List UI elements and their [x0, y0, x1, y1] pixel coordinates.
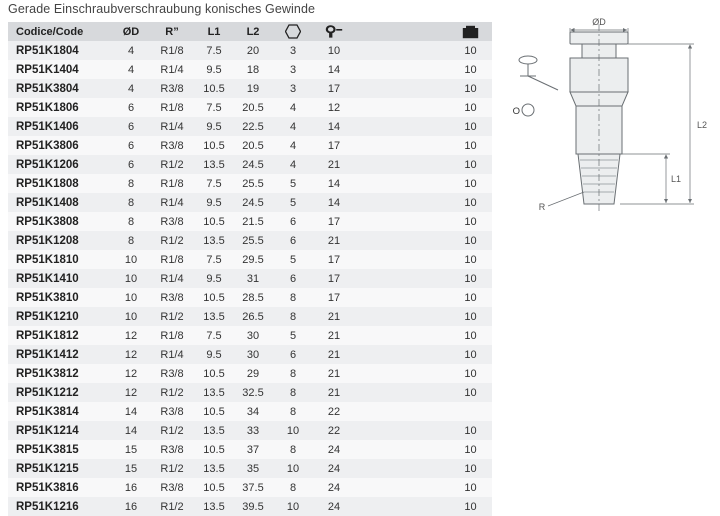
cell-key: 10 — [313, 41, 355, 60]
cell-box: 10 — [449, 136, 492, 155]
cell-key: 21 — [313, 326, 355, 345]
cell-r: R1/2 — [149, 383, 195, 402]
header-blank — [355, 22, 449, 41]
header-row — [8, 22, 492, 41]
cell-key: 24 — [313, 440, 355, 459]
cell-r: R3/8 — [149, 364, 195, 383]
cell-l1: 13.5 — [195, 459, 233, 478]
header-r: R” — [149, 22, 195, 41]
cell-code: RP51K1208 — [8, 231, 113, 250]
cell-key: 17 — [313, 212, 355, 231]
header-wrench-cell — [313, 22, 355, 41]
cell-l2: 30 — [233, 326, 273, 345]
cell-l2: 39.5 — [233, 497, 273, 516]
cell-key: 14 — [313, 117, 355, 136]
cell-blank — [355, 478, 449, 497]
table-row — [8, 174, 492, 193]
table-row — [8, 79, 492, 98]
label-l2: L2 — [696, 120, 708, 130]
cell-blank — [355, 288, 449, 307]
cell-code: RP51K3816 — [8, 478, 113, 497]
cell-l2: 20.5 — [233, 98, 273, 117]
cell-hex: 8 — [273, 402, 313, 421]
cell-key: 21 — [313, 155, 355, 174]
cell-box: 10 — [449, 288, 492, 307]
cell-code: RP51K1806 — [8, 98, 113, 117]
cell-l2: 37 — [233, 440, 273, 459]
cell-blank — [355, 250, 449, 269]
cell-l2: 31 — [233, 269, 273, 288]
cell-l1: 7.5 — [195, 98, 233, 117]
cell-l1: 10.5 — [195, 478, 233, 497]
cell-blank — [355, 383, 449, 402]
cell-hex: 3 — [273, 79, 313, 98]
cell-r: R3/8 — [149, 288, 195, 307]
cell-l1: 9.5 — [195, 60, 233, 79]
table-row — [8, 345, 492, 364]
cell-blank — [355, 117, 449, 136]
cell-key: 21 — [313, 231, 355, 250]
cell-blank — [355, 326, 449, 345]
cell-l1: 10.5 — [195, 212, 233, 231]
cell-od: 14 — [113, 402, 149, 421]
cell-hex: 8 — [273, 364, 313, 383]
product-drawing — [498, 6, 716, 226]
cell-r: R1/2 — [149, 231, 195, 250]
cell-r: R3/8 — [149, 212, 195, 231]
cell-od: 12 — [113, 383, 149, 402]
cell-code: RP51K3812 — [8, 364, 113, 383]
cell-od: 15 — [113, 459, 149, 478]
cell-code: RP51K3815 — [8, 440, 113, 459]
cell-l1: 7.5 — [195, 41, 233, 60]
cell-od: 8 — [113, 174, 149, 193]
cell-key: 24 — [313, 478, 355, 497]
cell-key: 17 — [313, 250, 355, 269]
cell-r: R1/4 — [149, 193, 195, 212]
cell-od: 12 — [113, 345, 149, 364]
cell-l2: 21.5 — [233, 212, 273, 231]
cell-code: RP51K1206 — [8, 155, 113, 174]
cell-od: 8 — [113, 193, 149, 212]
cell-l2: 22.5 — [233, 117, 273, 136]
table-header — [8, 22, 492, 41]
table-row — [8, 250, 492, 269]
cell-hex: 8 — [273, 288, 313, 307]
cell-code: RP51K3810 — [8, 288, 113, 307]
table-row — [8, 41, 492, 60]
cell-key: 14 — [313, 174, 355, 193]
cell-box: 10 — [449, 383, 492, 402]
table-row — [8, 459, 492, 478]
cell-l2: 34 — [233, 402, 273, 421]
cell-code: RP51K1812 — [8, 326, 113, 345]
cell-l1: 7.5 — [195, 250, 233, 269]
cell-box: 10 — [449, 212, 492, 231]
table-row — [8, 307, 492, 326]
cell-r: R1/8 — [149, 326, 195, 345]
cell-blank — [355, 174, 449, 193]
cell-box: 10 — [449, 459, 492, 478]
cell-hex: 8 — [273, 478, 313, 497]
cell-key: 17 — [313, 269, 355, 288]
cell-key: 14 — [313, 60, 355, 79]
cell-hex: 5 — [273, 326, 313, 345]
cell-hex: 3 — [273, 60, 313, 79]
cell-od: 4 — [113, 41, 149, 60]
cell-hex: 5 — [273, 250, 313, 269]
cell-key: 24 — [313, 459, 355, 478]
cell-box: 10 — [449, 155, 492, 174]
label-r: R — [538, 202, 546, 212]
spec-table — [8, 22, 492, 516]
cell-r: R3/8 — [149, 136, 195, 155]
cell-blank — [355, 421, 449, 440]
cell-code: RP51K3806 — [8, 136, 113, 155]
cell-code: RP51K1214 — [8, 421, 113, 440]
cell-hex: 10 — [273, 497, 313, 516]
cell-hex: 4 — [273, 98, 313, 117]
cell-key: 21 — [313, 307, 355, 326]
cell-blank — [355, 497, 449, 516]
table-row — [8, 98, 492, 117]
cell-r: R3/8 — [149, 440, 195, 459]
cell-hex: 4 — [273, 155, 313, 174]
hexagon-icon — [273, 24, 313, 39]
cell-key: 21 — [313, 345, 355, 364]
cell-r: R1/2 — [149, 459, 195, 478]
table-body — [8, 41, 492, 516]
cell-od: 16 — [113, 497, 149, 516]
header-hex-cell — [273, 22, 313, 41]
cell-box: 10 — [449, 41, 492, 60]
cell-l2: 37.5 — [233, 478, 273, 497]
header-code: Codice/Code — [8, 22, 113, 41]
cell-l1: 10.5 — [195, 288, 233, 307]
cell-l2: 32.5 — [233, 383, 273, 402]
cell-blank — [355, 269, 449, 288]
cell-key: 21 — [313, 383, 355, 402]
cell-key: 21 — [313, 364, 355, 383]
cell-code: RP51K1406 — [8, 117, 113, 136]
table-row — [8, 383, 492, 402]
cell-blank — [355, 136, 449, 155]
cell-l2: 29 — [233, 364, 273, 383]
cell-r: R1/4 — [149, 60, 195, 79]
table-row — [8, 60, 492, 79]
header-l2: L2 — [233, 22, 273, 41]
cell-l1: 10.5 — [195, 402, 233, 421]
cell-l2: 29.5 — [233, 250, 273, 269]
cell-r: R1/4 — [149, 345, 195, 364]
cell-box: 10 — [449, 79, 492, 98]
cell-l1: 13.5 — [195, 421, 233, 440]
cell-box: 10 — [449, 98, 492, 117]
cell-l2: 20.5 — [233, 136, 273, 155]
box-icon — [449, 25, 492, 39]
cell-od: 4 — [113, 79, 149, 98]
cell-l1: 10.5 — [195, 136, 233, 155]
wrench-icon — [313, 24, 355, 39]
cell-box: 10 — [449, 421, 492, 440]
cell-l1: 13.5 — [195, 497, 233, 516]
cell-l2: 24.5 — [233, 193, 273, 212]
cell-box: 10 — [449, 269, 492, 288]
cell-blank — [355, 98, 449, 117]
cell-blank — [355, 60, 449, 79]
cell-key: 17 — [313, 288, 355, 307]
cell-box: 10 — [449, 307, 492, 326]
cell-l2: 19 — [233, 79, 273, 98]
table-row — [8, 364, 492, 383]
table-row — [8, 497, 492, 516]
table-row — [8, 117, 492, 136]
cell-hex: 6 — [273, 269, 313, 288]
cell-blank — [355, 212, 449, 231]
header-box-cell — [449, 22, 492, 41]
cell-code: RP51K1808 — [8, 174, 113, 193]
cell-code: RP51K1216 — [8, 497, 113, 516]
cell-key: 17 — [313, 79, 355, 98]
cell-box: 10 — [449, 60, 492, 79]
cell-code: RP51K1804 — [8, 41, 113, 60]
cell-od: 10 — [113, 288, 149, 307]
header-l1: L1 — [195, 22, 233, 41]
cell-od: 15 — [113, 440, 149, 459]
cell-l1: 10.5 — [195, 79, 233, 98]
cell-od: 6 — [113, 136, 149, 155]
cell-blank — [355, 155, 449, 174]
cell-box: 10 — [449, 117, 492, 136]
table-row — [8, 402, 492, 421]
cell-hex: 10 — [273, 459, 313, 478]
cell-box: 10 — [449, 497, 492, 516]
table-row — [8, 212, 492, 231]
cell-r: R1/8 — [149, 174, 195, 193]
table-row — [8, 326, 492, 345]
cell-hex: 8 — [273, 307, 313, 326]
cell-hex: 4 — [273, 117, 313, 136]
cell-code: RP51K3814 — [8, 402, 113, 421]
cell-hex: 6 — [273, 212, 313, 231]
cell-l1: 7.5 — [195, 174, 233, 193]
cell-code: RP51K1810 — [8, 250, 113, 269]
table-row — [8, 231, 492, 250]
cell-blank — [355, 364, 449, 383]
cell-r: R1/8 — [149, 98, 195, 117]
cell-blank — [355, 345, 449, 364]
cell-box: 10 — [449, 193, 492, 212]
cell-blank — [355, 402, 449, 421]
fitting-diagram — [498, 6, 716, 226]
spec-table-container — [8, 22, 492, 516]
cell-code: RP51K3804 — [8, 79, 113, 98]
cell-l2: 35 — [233, 459, 273, 478]
cell-code: RP51K1408 — [8, 193, 113, 212]
table-row — [8, 421, 492, 440]
cell-blank — [355, 79, 449, 98]
cell-l2: 30 — [233, 345, 273, 364]
table-row — [8, 440, 492, 459]
cell-l2: 18 — [233, 60, 273, 79]
header-od: ØD — [113, 22, 149, 41]
label-l1: L1 — [670, 174, 682, 184]
cell-box: 10 — [449, 440, 492, 459]
cell-l1: 10.5 — [195, 364, 233, 383]
cell-code: RP51K1404 — [8, 60, 113, 79]
cell-od: 14 — [113, 421, 149, 440]
cell-r: R1/8 — [149, 41, 195, 60]
cell-l2: 24.5 — [233, 155, 273, 174]
cell-od: 8 — [113, 231, 149, 250]
table-row — [8, 478, 492, 497]
cell-od: 6 — [113, 117, 149, 136]
cell-key: 22 — [313, 402, 355, 421]
cell-od: 10 — [113, 250, 149, 269]
cell-l1: 9.5 — [195, 345, 233, 364]
cell-code: RP51K1215 — [8, 459, 113, 478]
cell-r: R3/8 — [149, 402, 195, 421]
cell-code: RP51K3808 — [8, 212, 113, 231]
cell-code: RP51K1212 — [8, 383, 113, 402]
cell-l1: 9.5 — [195, 117, 233, 136]
cell-l1: 13.5 — [195, 383, 233, 402]
cell-hex: 8 — [273, 440, 313, 459]
cell-od: 8 — [113, 212, 149, 231]
cell-key: 12 — [313, 98, 355, 117]
cell-l1: 9.5 — [195, 193, 233, 212]
cell-od: 10 — [113, 269, 149, 288]
cell-key: 17 — [313, 136, 355, 155]
cell-l2: 25.5 — [233, 174, 273, 193]
cell-hex: 3 — [273, 41, 313, 60]
cell-box: 10 — [449, 364, 492, 383]
cell-r: R1/2 — [149, 421, 195, 440]
cell-r: R1/4 — [149, 269, 195, 288]
cell-blank — [355, 193, 449, 212]
cell-l2: 20 — [233, 41, 273, 60]
cell-code: RP51K1412 — [8, 345, 113, 364]
cell-od: 6 — [113, 98, 149, 117]
cell-hex: 6 — [273, 231, 313, 250]
cell-l2: 26.5 — [233, 307, 273, 326]
cell-od: 10 — [113, 307, 149, 326]
cell-hex: 4 — [273, 136, 313, 155]
cell-r: R3/8 — [149, 478, 195, 497]
cell-r: R1/8 — [149, 250, 195, 269]
cell-box: 10 — [449, 250, 492, 269]
cell-code: RP51K1410 — [8, 269, 113, 288]
cell-r: R3/8 — [149, 79, 195, 98]
cell-box: 10 — [449, 345, 492, 364]
cell-l1: 10.5 — [195, 440, 233, 459]
table-row — [8, 288, 492, 307]
cell-od: 4 — [113, 60, 149, 79]
cell-hex: 6 — [273, 345, 313, 364]
cell-hex: 5 — [273, 193, 313, 212]
cell-l2: 25.5 — [233, 231, 273, 250]
cell-key: 24 — [313, 497, 355, 516]
cell-hex: 5 — [273, 174, 313, 193]
cell-hex: 8 — [273, 383, 313, 402]
page-title: Gerade Einschraubverschraubung konisches Gewinde — [8, 2, 316, 16]
cell-blank — [355, 440, 449, 459]
cell-box: 10 — [449, 231, 492, 250]
cell-blank — [355, 231, 449, 250]
cell-r: R1/4 — [149, 117, 195, 136]
label-od: ØD — [592, 17, 606, 27]
cell-blank — [355, 307, 449, 326]
table-row — [8, 193, 492, 212]
cell-key: 22 — [313, 421, 355, 440]
cell-box: 10 — [449, 478, 492, 497]
table-row — [8, 269, 492, 288]
cell-box — [449, 402, 492, 421]
cell-od: 16 — [113, 478, 149, 497]
label-o-ring: O — [512, 106, 520, 117]
cell-l2: 33 — [233, 421, 273, 440]
table-row — [8, 136, 492, 155]
cell-key: 14 — [313, 193, 355, 212]
cell-l1: 13.5 — [195, 231, 233, 250]
cell-l2: 28.5 — [233, 288, 273, 307]
cell-l1: 13.5 — [195, 155, 233, 174]
cell-l1: 7.5 — [195, 326, 233, 345]
cell-l1: 13.5 — [195, 307, 233, 326]
cell-r: R1/2 — [149, 307, 195, 326]
cell-od: 12 — [113, 364, 149, 383]
cell-blank — [355, 41, 449, 60]
table-row — [8, 155, 492, 174]
cell-r: R1/2 — [149, 497, 195, 516]
cell-od: 12 — [113, 326, 149, 345]
cell-box: 10 — [449, 326, 492, 345]
cell-box: 10 — [449, 174, 492, 193]
cell-od: 6 — [113, 155, 149, 174]
cell-r: R1/2 — [149, 155, 195, 174]
cell-blank — [355, 459, 449, 478]
cell-hex: 10 — [273, 421, 313, 440]
cell-code: RP51K1210 — [8, 307, 113, 326]
cell-l1: 9.5 — [195, 269, 233, 288]
